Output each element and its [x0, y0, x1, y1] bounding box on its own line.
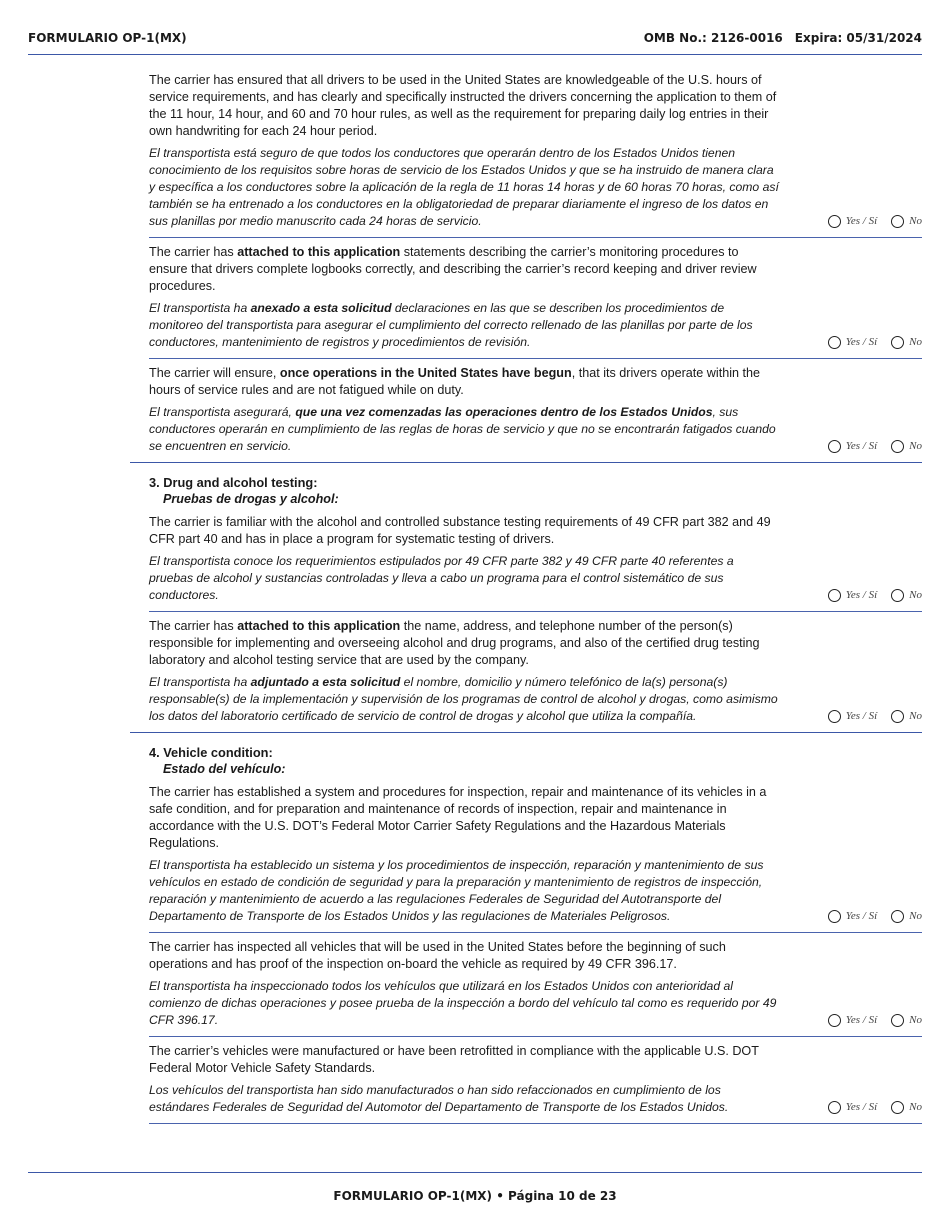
yes-option[interactable]	[828, 710, 877, 723]
no-radio[interactable]	[891, 1101, 904, 1114]
yes-label: Yes / Sí	[845, 336, 878, 348]
yes-radio[interactable]	[828, 336, 841, 349]
no-label: No	[909, 440, 922, 452]
header-divider	[28, 54, 922, 55]
section-4-title	[149, 733, 922, 778]
question-text-en: The carrier has established a system and procedures for inspection, repair and maintenance of its vehicles in a safe condition, and for preparation and maintenance of records of inspection, repair and maintenance in accordance with the U.S. DOT’s Federal Motor Carrier Safety Regulations and the Hazardous Materials Regulations.	[149, 785, 767, 850]
question-drug-testing-contacts	[130, 612, 922, 733]
section-title-en: 4. Vehicle condition:	[149, 745, 273, 760]
answer-group	[828, 334, 922, 350]
question-vehicle-inspection	[149, 933, 922, 1037]
question-vehicle-maintenance	[149, 778, 922, 933]
answer-group	[828, 438, 922, 454]
yes-radio[interactable]	[828, 215, 841, 228]
expiration-date: Expira: 05/31/2024	[794, 31, 922, 45]
form-title: FORMULARIO OP-1(MX)	[28, 31, 187, 45]
omb-number: OMB No.: 2126-0016	[643, 31, 783, 45]
no-option[interactable]	[891, 336, 922, 349]
question-text-es: El transportista ha anexado a esta solicitud declaraciones en las que se describen los procedimientos de monitoreo del transportista para asegurar el cumplimiento del correcto rellenado de las planillas por parte de los conductores, mantenimiento de registros y procedimientos de revisión.	[149, 301, 753, 349]
footer-divider	[28, 1172, 922, 1173]
no-option[interactable]	[891, 710, 922, 723]
yes-option[interactable]	[828, 910, 877, 923]
no-option[interactable]	[891, 1101, 922, 1114]
no-radio[interactable]	[891, 215, 904, 228]
question-text-es: El transportista ha establecido un sistema y los procedimientos de inspección, reparación y mantenimiento de sus vehículos en estado de condición de seguridad y para la preparación y mantenimiento de registros de inspección, reparación y mantenimiento de acuerdo a las regulaciones Federales de Seguridad del Autotransporte del Departamento de Transporte de los Estados Unidos y las regulaciones de Materiales Peligrosos.	[149, 858, 764, 923]
no-radio[interactable]	[891, 336, 904, 349]
answer-group	[828, 1012, 922, 1028]
question-drug-testing-program	[149, 508, 922, 612]
yes-radio[interactable]	[828, 589, 841, 602]
yes-label: Yes / Sí	[845, 440, 878, 452]
no-radio[interactable]	[891, 910, 904, 923]
no-label: No	[909, 1014, 922, 1026]
no-label: No	[909, 215, 922, 227]
section-3-title	[149, 463, 922, 508]
yes-option[interactable]	[828, 589, 877, 602]
no-label: No	[909, 336, 922, 348]
answer-group	[828, 1099, 922, 1115]
yes-option[interactable]	[828, 215, 877, 228]
no-option[interactable]	[891, 440, 922, 453]
question-text-en: The carrier has attached to this application statements describing the carrier’s monitoring procedures to ensure that drivers complete logbooks correctly, and describing the carrier’s record keeping and driver review procedures.	[149, 245, 757, 293]
yes-option[interactable]	[828, 1101, 877, 1114]
answer-group	[828, 708, 922, 724]
question-text-en: The carrier has attached to this application the name, address, and telephone number of the person(s) responsible for implementing and overseeing alcohol and drug programs, and also of the certified drug testing laboratory and alcohol testing service that are used by the company.	[149, 619, 760, 667]
yes-option[interactable]	[828, 1014, 877, 1027]
yes-radio[interactable]	[828, 1014, 841, 1027]
question-text-es: El transportista ha inspeccionado todos los vehículos que utilizará en los Estados Unidos con anterioridad al comienzo de dichas operaciones y posee prueba de la inspección a bordo del vehículo tal como es requerido por 49 CFR 396.17.	[149, 979, 777, 1027]
yes-option[interactable]	[828, 336, 877, 349]
no-radio[interactable]	[891, 710, 904, 723]
question-text-es: El transportista está seguro de que todos los conductores que operarán dentro de los Estados Unidos tienen conocimiento de los requisitos sobre horas de servicio de los Estados Unidos y que se ha instruido de manera clara y específica a los conductores sobre la aplicación de la regla de 11 horas 14 horas y de 60 horas 70 horas, como así también se ha entrenado a los conductores en la obligatoriedad de preparar diariamente el ingreso de los datos en sus planillas por medio manuscrito cada 24 horas de servicio.	[149, 146, 779, 228]
question-text-es: Los vehículos del transportista han sido manufacturados o han sido refaccionados en cumplimiento de los estándares Federales de Seguridad del Automotor del Departamento de Transporte de los Estados Unidos.	[149, 1083, 729, 1114]
no-label: No	[909, 910, 922, 922]
question-text-es: El transportista ha adjuntado a esta solicitud el nombre, domicilio y número telefónico de la(s) persona(s) responsable(s) de la implementación y supervisión de los programas de control de alcohol y drogas, como asimismo los datos del laboratorio certificado de servicio de control de drogas y alcohol que utiliza la compañía.	[149, 675, 778, 723]
question-logbook-statements	[149, 238, 922, 359]
yes-label: Yes / Sí	[845, 1101, 878, 1113]
no-option[interactable]	[891, 215, 922, 228]
no-option[interactable]	[891, 910, 922, 923]
no-radio[interactable]	[891, 1014, 904, 1027]
yes-label: Yes / Sí	[845, 910, 878, 922]
page-header	[28, 31, 922, 47]
yes-radio[interactable]	[828, 910, 841, 923]
omb-info	[644, 31, 922, 45]
no-radio[interactable]	[891, 440, 904, 453]
question-hours-compliance	[130, 359, 922, 463]
yes-radio[interactable]	[828, 1101, 841, 1114]
yes-option[interactable]	[828, 440, 877, 453]
section-title-es: Estado del vehículo:	[163, 762, 286, 776]
page-footer: FORMULARIO OP-1(MX) • Página 10 de 23	[333, 1189, 617, 1203]
yes-radio[interactable]	[828, 710, 841, 723]
answer-group	[828, 908, 922, 924]
no-option[interactable]	[891, 1014, 922, 1027]
question-text-es: El transportista asegurará, que una vez comenzadas las operaciones dentro de los Estados Unidos, sus conductores operarán en cumplimiento de las reglas de horas de servicio y que no se encontrarán fatigados cuando se encuentren en servicio.	[149, 405, 776, 453]
question-text-en: The carrier is familiar with the alcohol and controlled substance testing requirements of 49 CFR part 382 and 49 CFR part 40 and has in place a program for systematic testing of drivers.	[149, 515, 771, 546]
no-radio[interactable]	[891, 589, 904, 602]
yes-label: Yes / Sí	[845, 589, 878, 601]
question-text-es: El transportista conoce los requerimientos estipulados por 49 CFR parte 382 y 49 CFR parte 40 referentes a pruebas de alcohol y sustancias controladas y lleva a cabo un programa para el control sistemático de sus conductores.	[149, 554, 734, 602]
yes-label: Yes / Sí	[845, 215, 878, 227]
no-label: No	[909, 1101, 922, 1113]
answer-group	[828, 213, 922, 229]
yes-label: Yes / Sí	[845, 710, 878, 722]
no-label: No	[909, 589, 922, 601]
question-text-en: The carrier has inspected all vehicles that will be used in the United States before the beginning of such operations and has proof of the inspection on-board the vehicle as required by 49 CFR 396.17.	[149, 940, 726, 971]
no-label: No	[909, 710, 922, 722]
question-text-en: The carrier has ensured that all drivers to be used in the United States are knowledgeable of the U.S. hours of service requirements, and has clearly and specifically instructed the drivers concerning the application to them of the 11 hour, 14 hour, and 60 and 70 hour rules, as well as the requirement for preparing daily log entries in their own handwriting for each 24 hour period.	[149, 73, 777, 138]
question-vehicle-safety-standards	[149, 1037, 922, 1124]
question-hours-knowledge	[149, 66, 922, 238]
no-option[interactable]	[891, 589, 922, 602]
form-content	[149, 66, 922, 1124]
question-text-en: The carrier’s vehicles were manufactured or have been retrofitted in compliance with the applicable U.S. DOT Federal Motor Vehicle Safety Standards.	[149, 1044, 759, 1075]
yes-radio[interactable]	[828, 440, 841, 453]
question-text-en: The carrier will ensure, once operations in the United States have begun, that its drivers operate within the hours of service rules and are not fatigued while on duty.	[149, 366, 761, 397]
answer-group	[828, 587, 922, 603]
section-title-en: 3. Drug and alcohol testing:	[149, 475, 318, 490]
section-title-es: Pruebas de drogas y alcohol:	[163, 492, 339, 506]
yes-label: Yes / Sí	[845, 1014, 878, 1026]
